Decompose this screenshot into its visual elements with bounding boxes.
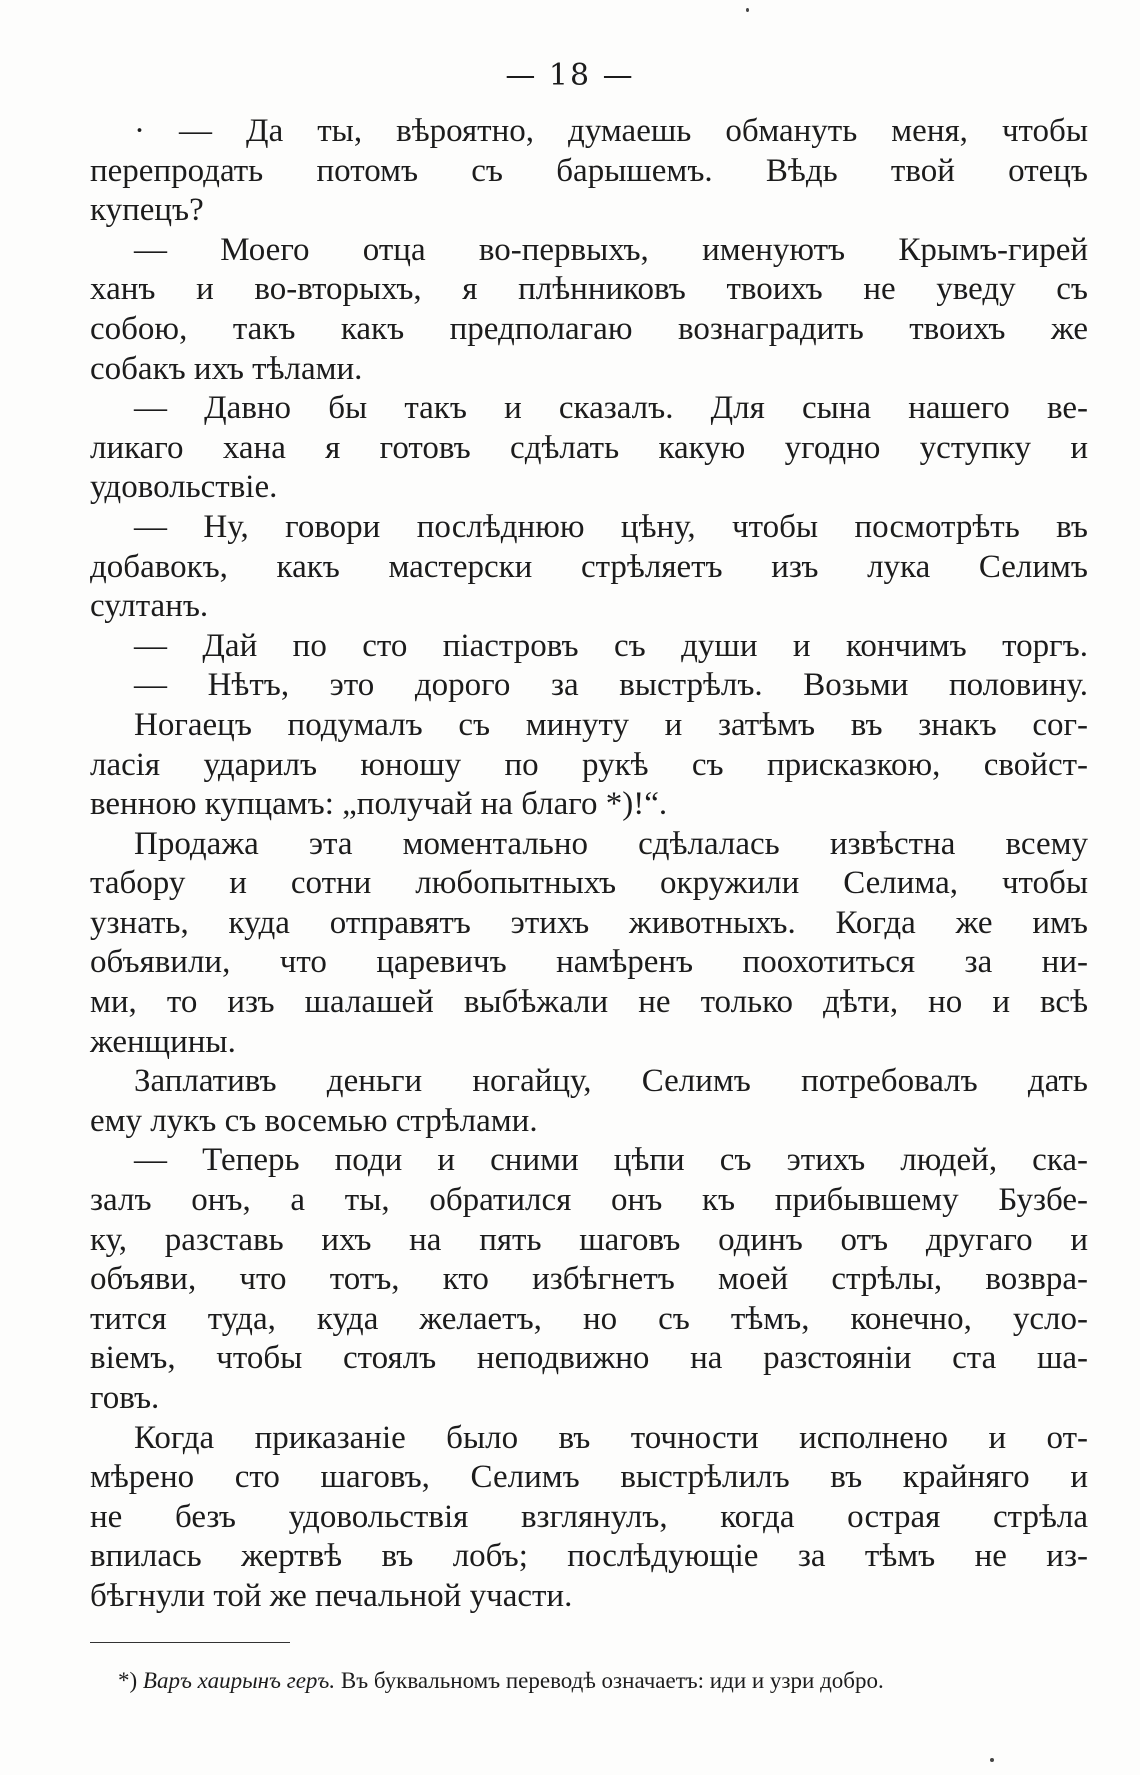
text-line: султанъ. <box>90 588 209 625</box>
text-line: · — Да ты, вѣроятно, думаешь обмануть меня, чтобы <box>134 113 1088 149</box>
page-number: — 18 — <box>505 58 635 93</box>
text-line: тится туда, куда желаетъ, но съ тѣмъ, конечно, усло- <box>90 1300 1088 1337</box>
text-line: впилась жертвѣ въ лобъ; послѣдующіе за тѣмъ не из- <box>90 1538 1088 1575</box>
footnote-term: Варъ хаирынъ геръ. <box>142 1668 336 1693</box>
text-line: — Дай по сто піастровъ съ души и кончимъ торгъ. <box>134 627 1088 664</box>
text-line: собою, такъ какъ предполагаю вознаградить твоихъ же <box>90 310 1088 347</box>
text-line: ему лукъ съ восемью стрѣлами. <box>90 1102 538 1139</box>
text-line: Когда приказаніе было въ точности исполнено и от- <box>134 1419 1088 1456</box>
text-line: віемъ, чтобы стоялъ неподвижно на разстояніи ста ша- <box>90 1340 1088 1377</box>
text-line: удовольствіе. <box>90 469 278 506</box>
text-line: табору и сотни любопытныхъ окружили Селима, чтобы <box>90 865 1088 902</box>
text-line: добавокъ, какъ мастерски стрѣляетъ изъ лука Селимъ <box>90 548 1088 585</box>
text-line: ку, разставь ихъ на пять шаговъ одинъ отъ другаго и <box>90 1221 1088 1258</box>
text-line: не безъ удовольствія взглянулъ, когда острая стрѣла <box>90 1498 1088 1535</box>
text-line: — Нѣтъ, это дорого за выстрѣлъ. Возьми половину. <box>134 667 1088 704</box>
text-line: Ногаецъ подумалъ съ минуту и затѣмъ въ знакъ сог- <box>134 706 1088 743</box>
text-line: венною купцамъ: „получай на благо *)!“. <box>90 786 668 823</box>
text-line: женщины. <box>90 1023 236 1060</box>
text-line: — Моего отца во-первыхъ, именуютъ Крымъ-гирей <box>134 231 1088 268</box>
text-line: объявили, что царевичъ намѣренъ поохотиться за ни- <box>90 944 1088 981</box>
text-line: говъ. <box>90 1380 160 1416</box>
body-text <box>90 112 1088 1617</box>
footnote-text: Въ буквальномъ переводѣ означаетъ: иди и узри добро. <box>340 1668 884 1693</box>
text-line: — Теперь поди и сними цѣпи съ этихъ людей, ска- <box>134 1142 1088 1179</box>
text-line: купецъ? <box>90 192 204 229</box>
text-line: ласія ударилъ юношу по рукѣ съ присказкою, свойст- <box>90 746 1088 783</box>
text-line: узнать, куда отправятъ этихъ животныхъ. Когда же имъ <box>90 904 1088 941</box>
footnote-marker: *) <box>118 1668 138 1693</box>
text-line: ликаго хана я готовъ сдѣлать какую угодно уступку и <box>90 429 1088 466</box>
text-line: Продажа эта моментально сдѣлалась извѣстна всему <box>134 825 1088 862</box>
text-line: бѣгнули той же печальной участи. <box>90 1577 573 1614</box>
paper-speck <box>746 8 749 12</box>
paper-speck <box>990 1758 994 1762</box>
text-line: ми, то изъ шалашей выбѣжали не только дѣти, но и всѣ <box>90 984 1088 1021</box>
text-line: — Ну, говори послѣднюю цѣну, чтобы посмотрѣть въ <box>134 508 1088 545</box>
text-line: залъ онъ, а ты, обратился онъ къ прибывшему Бузбе- <box>90 1182 1088 1219</box>
text-line: собакъ ихъ тѣлами. <box>90 350 363 387</box>
text-line: ханъ и во-вторыхъ, я плѣнниковъ твоихъ не уведу съ <box>90 271 1088 308</box>
text-line: объяви, что тотъ, кто избѣгнетъ моей стрѣлы, возвра- <box>90 1261 1088 1298</box>
footnote-divider <box>90 1642 290 1643</box>
text-line: перепродать потомъ съ барышемъ. Вѣдь твой отецъ <box>90 152 1088 189</box>
text-line: Заплативъ деньги ногайцу, Селимъ потребовалъ дать <box>134 1063 1088 1100</box>
text-line: мѣрено сто шаговъ, Селимъ выстрѣлилъ въ крайняго и <box>90 1459 1088 1496</box>
footnote <box>118 1666 1088 1696</box>
text-line: — Давно бы такъ и сказалъ. Для сына нашего ве- <box>134 390 1088 427</box>
